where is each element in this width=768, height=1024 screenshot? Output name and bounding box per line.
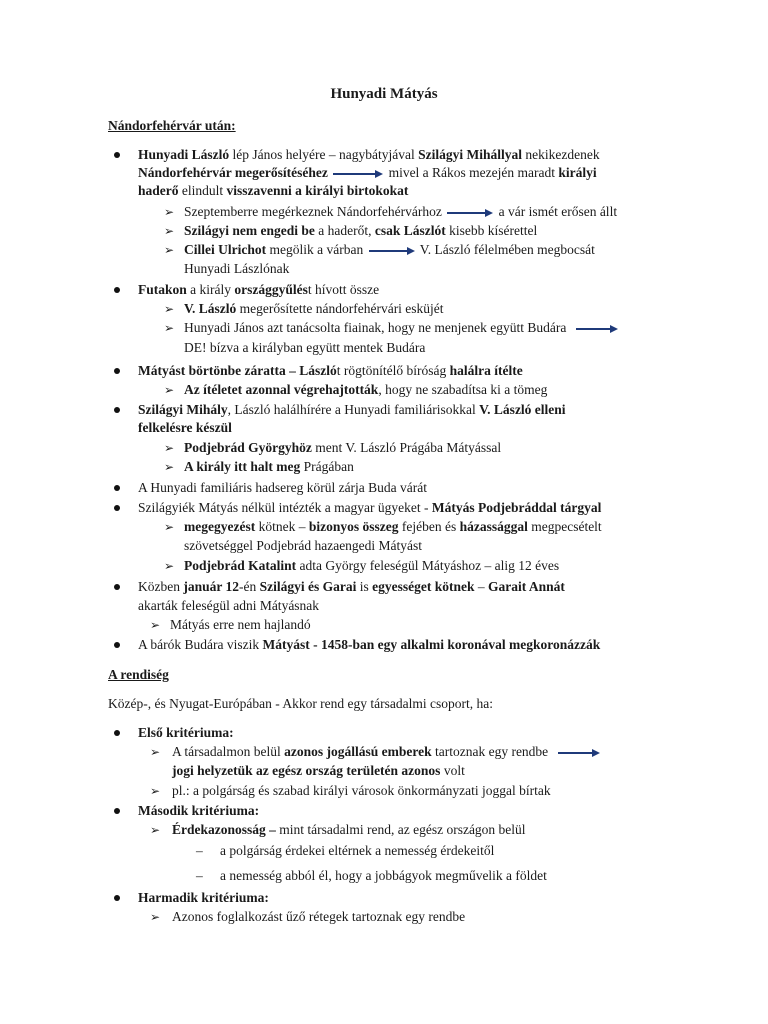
bullet-icon (114, 895, 120, 901)
criterion-heading: Első kritériuma: (138, 725, 234, 740)
bullet-icon (114, 808, 120, 814)
bullet-icon (114, 368, 120, 374)
arrowhead-chevron-icon: ➢ (150, 745, 161, 759)
text-line: Hunyadi László lép János helyére – nagybátyjával Szilágyi Mihállyal nekikezdenek (138, 147, 600, 162)
text-line: haderő elindult visszavenni a királyi birtokokat (138, 183, 409, 198)
text-line: Hunyadi Lászlónak (184, 261, 290, 276)
right-arrow-icon (367, 246, 417, 256)
text-line: a nemesség abból él, hogy a jobbágyok megművelik a földet (220, 868, 547, 883)
text-line: Érdekazonosság – mint társadalmi rend, az egész országon belül (172, 822, 526, 837)
bullet-icon (114, 642, 120, 648)
text-line: Mátyást börtönbe záratta – Lászlót rögtönítélő bíróság halálra ítélte (138, 363, 523, 378)
text-line: Futakon a király országgyűlést hívott össze (138, 282, 380, 297)
right-arrow-icon (331, 169, 385, 179)
arrowhead-chevron-icon: ➢ (164, 559, 175, 573)
text-line: a polgárság érdekei eltérnek a nemesség érdekeitől (220, 843, 495, 858)
text-line: Szeptemberre megérkeznek Nándorfehérvárhoz a vár ismét erősen állt (184, 204, 618, 219)
bullet-icon (114, 730, 120, 736)
criterion-heading: Második kritériuma: (138, 803, 260, 818)
text-line: jogi helyzetük az egész ország területén azonos volt (172, 763, 465, 778)
section-heading-nandorfehervar: Nándorfehérvár után: (108, 118, 236, 133)
arrowhead-chevron-icon: ➢ (150, 823, 161, 837)
bullet-icon (114, 152, 120, 158)
arrowhead-chevron-icon: ➢ (164, 441, 175, 455)
bullet-icon (114, 505, 120, 511)
bullet-icon (114, 407, 120, 413)
bullet-icon (114, 287, 120, 293)
text-line: Szilágyiék Mátyás nélkül intézték a magyar ügyeket - Mátyás Podjebráddal tárgyal (138, 500, 602, 515)
text-line: Nándorfehérvár megerősítéséhez mivel a Rákos mezején maradt királyi (138, 165, 597, 180)
text-line: megegyezést kötnek – bizonyos összeg fejében és házassággal megpecsételt (184, 519, 602, 534)
text-line: Hunyadi János azt tanácsolta fiainak, hogy ne menjenek együtt Budára (184, 319, 620, 337)
arrowhead-chevron-icon: ➢ (164, 383, 175, 397)
text-line: Szilágyi Mihály, László halálhírére a Hunyadi familiárisokkal V. László elleni (138, 402, 566, 417)
text-line: felkelésre készül (138, 420, 232, 435)
arrowhead-chevron-icon: ➢ (150, 910, 161, 924)
text-line: A király itt halt meg Prágában (184, 459, 354, 474)
text-line: V. László megerősítette nándorfehérvári esküjét (184, 301, 444, 316)
text-line: Cillei Ulrichot megölik a várban V. László félelmében megbocsát (184, 242, 595, 257)
text-line: A bárók Budára viszik Mátyást - 1458-ban egy alkalmi koronával megkoronázzák (138, 637, 601, 652)
text-line: Szilágyi nem engedi be a haderőt, csak Lászlót kisebb kísérettel (184, 223, 538, 238)
text-line: A Hunyadi familiáris hadsereg körül zárja Buda várát (138, 480, 428, 495)
text-line: Azonos foglalkozást űző rétegek tartoznak egy rendbe (172, 909, 466, 924)
page-title: Hunyadi Mátyás (330, 86, 438, 102)
text-line: pl.: a polgárság és szabad királyi városok önkormányzati joggal bírtak (172, 783, 551, 798)
text-line: DE! bízva a királyban együtt mentek Budára (184, 340, 426, 355)
en-dash-icon: – (196, 843, 203, 858)
right-arrow-icon (445, 208, 495, 218)
section-heading-rendiseg: A rendiség (108, 667, 169, 682)
text-line: A társadalmon belül azonos jogállású emberek tartoznak egy rendbe (172, 743, 602, 761)
arrowhead-chevron-icon: ➢ (150, 618, 161, 632)
intro-paragraph: Közép-, és Nyugat-Európában - Akkor rend egy társadalmi csoport, ha: (108, 696, 494, 711)
bullet-icon (114, 584, 120, 590)
bullet-icon (114, 485, 120, 491)
arrowhead-chevron-icon: ➢ (164, 224, 175, 238)
text-line: Podjebrád Györgyhöz ment V. László Prágába Mátyással (184, 440, 502, 455)
right-arrow-icon (570, 324, 620, 334)
text-line: Podjebrád Katalint adta György feleségül Mátyáshoz – alig 12 éves (184, 558, 560, 573)
arrowhead-chevron-icon: ➢ (164, 460, 175, 474)
text-line: Közben január 12-én Szilágyi és Garai is egyességet kötnek – Garait Annát (138, 579, 565, 594)
arrowhead-chevron-icon: ➢ (164, 520, 175, 534)
arrowhead-chevron-icon: ➢ (164, 302, 175, 316)
text-line: szövetséggel Podjebrád hazaengedi Mátyást (184, 538, 423, 553)
arrowhead-chevron-icon: ➢ (164, 205, 175, 219)
text-line: Mátyás erre nem hajlandó (170, 617, 311, 632)
text-line: akarták feleségül adni Mátyásnak (138, 598, 320, 613)
text-line: Az ítéletet azonnal végrehajtották, hogy ne szabadítsa ki a tömeg (184, 382, 548, 397)
arrowhead-chevron-icon: ➢ (164, 243, 175, 257)
right-arrow-icon (552, 748, 602, 758)
en-dash-icon: – (196, 868, 203, 883)
criterion-heading: Harmadik kritériuma: (138, 890, 269, 905)
arrowhead-chevron-icon: ➢ (150, 784, 161, 798)
arrowhead-chevron-icon: ➢ (164, 321, 175, 335)
